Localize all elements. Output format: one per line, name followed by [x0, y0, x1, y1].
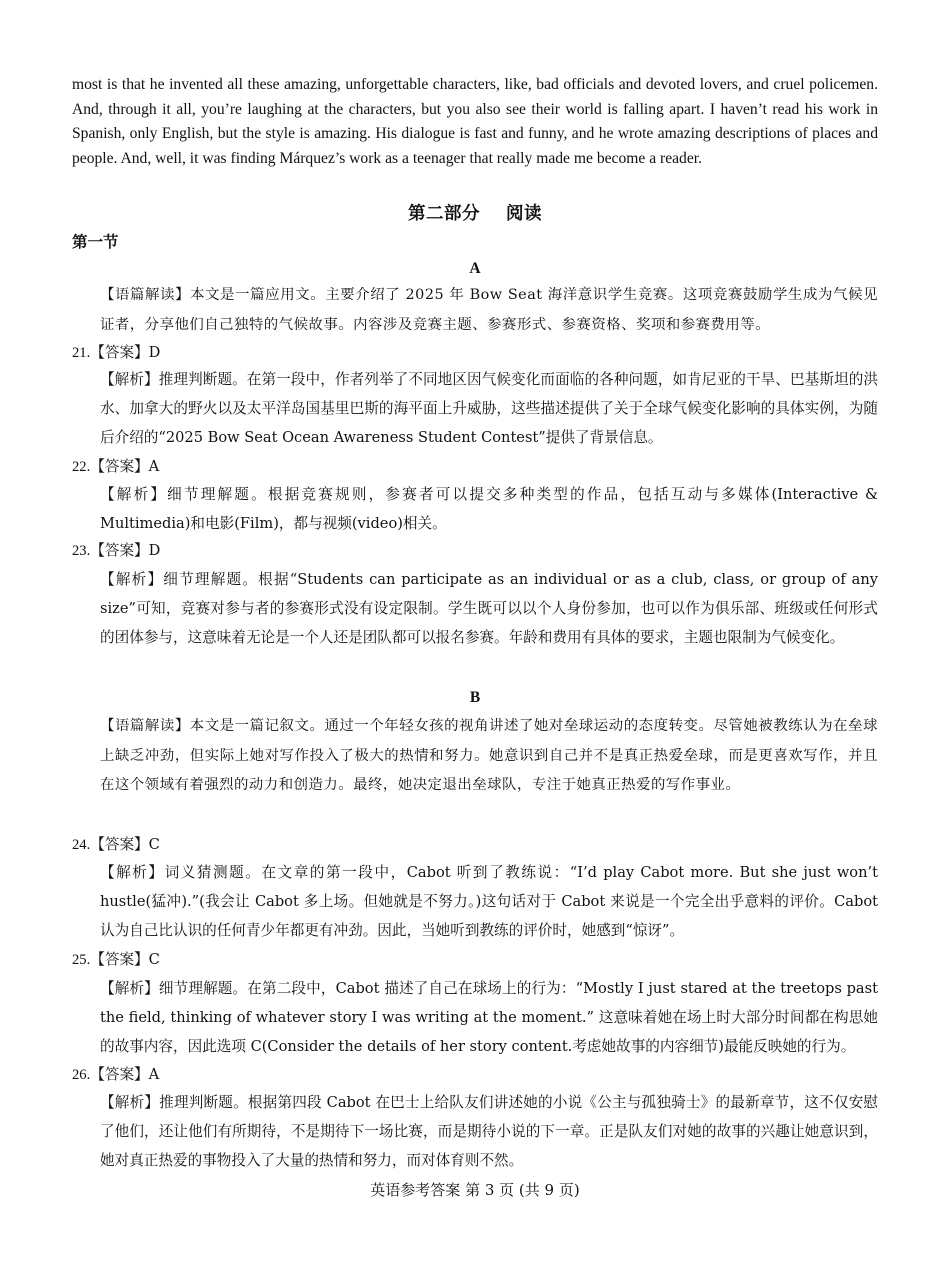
page-footer: 英语参考答案 第 3 页 (共 9 页) [370, 1181, 580, 1199]
question-21-answer [72, 341, 160, 365]
part-title [0, 200, 950, 225]
answer-text: 【答案】A [90, 1066, 160, 1083]
answer-text: 【答案】D [90, 542, 161, 559]
question-26-analysis: 【解析】推理判断题。根据第四段 Cabot 在巴士上给队友们讲述她的小说《公主与孤独骑士》的最新章节，这不仅安慰了他们，还让他们有所期待，不是期待下一场比赛，而是期待小说的下一章。正是队友们对她的故事的兴趣让她意识到，她对真正热爱的事物投入了大量的热情和努力，而对体育则不然。 [100, 1094, 878, 1169]
passage-b-summary: 【语篇解读】本文是一篇记叙文。通过一个年轻女孩的视角讲述了她对垒球运动的态度转变。尽管她被教练认为在垒球上缺乏冲劲，但实际上她对写作投入了极大的热情和努力。她意识到自己并不是真正热爱垒球，而是更喜欢写作，并且在这个领域有着强烈的动力和创造力。最终，她决定退出垒球队，专注于她真正热爱的写作事业。 [100, 718, 878, 793]
question-number: 25. [72, 952, 91, 968]
question-number: 22. [72, 459, 91, 475]
passage-a-summary: 【语篇解读】本文是一篇应用文。主要介绍了 2025 年 Bow Seat 海洋意识学生竞赛。这项竞赛鼓励学生成为气候见证者，分享他们自己独特的气候故事。内容涉及竞赛主题、参赛形式、参赛资格、奖项和参赛费用等。 [100, 287, 878, 333]
intro-paragraph: most is that he invented all these amazing, unforgettable characters, like, bad officials and devoted lovers, and cruel policemen. And, through it all, you’re laughing at the characters, but you also see their world is falling apart. I haven’t read his work in Spanish, only English, but the style is amazing. His dialogue is fast and funny, and he wrote amazing descriptions of places and people. And, well, it was finding Márquez’s work as a teenager that really made me become a reader. [72, 76, 878, 167]
answer-text: 【答案】A [90, 458, 160, 475]
answer-text: 【答案】C [90, 951, 160, 968]
question-25-analysis: 【解析】细节理解题。在第二段中，Cabot 描述了自己在球场上的行为：“Mostly I just stared at the treetops past the field, thinking of whatever story I was writing at the moment.” 这意味着她在场上时大部分时间都在构思她的故事内容，因此选项 C(Consider the details of her story content.考虑她故事的内容细节)最能反映她的行为。 [100, 980, 878, 1055]
question-23-answer [72, 539, 160, 563]
question-21-analysis: 【解析】推理判断题。在第一段中，作者列举了不同地区因气候变化而面临的各种问题，如肯尼亚的干旱、巴基斯坦的洪水、加拿大的野火以及太平洋岛国基里巴斯的海平面上升威胁，这些描述提供了关于全球气候变化影响的具体实例，为随后介绍的“2025 Bow Seat Ocean Awareness Student Contest”提供了背景信息。 [100, 371, 878, 446]
question-22-answer [72, 455, 159, 479]
part-label: 第二部分 [408, 204, 480, 224]
question-number: 23. [72, 543, 91, 559]
question-number: 26. [72, 1067, 91, 1083]
question-26-answer [72, 1063, 159, 1087]
question-25-answer [72, 948, 160, 972]
question-23-analysis: 【解析】细节理解题。根据“Students can participate as an individual or as a club, class, or group of any size”可知，竞赛对参与者的参赛形式没有设定限制。学生既可以以个人身份参加，也可以作为俱乐部、班级或任何形式的团体参与，这意味着无论是一个人还是团队都可以报名参赛。年龄和费用有具体的要求，主题也限制为气候变化。 [100, 571, 878, 646]
part-subtitle: 阅读 [506, 204, 542, 224]
section-title: 第一节 [72, 232, 119, 251]
question-24-answer [72, 833, 160, 857]
passage-a-heading: A [469, 260, 481, 277]
answer-text: 【答案】C [90, 836, 160, 853]
question-22-analysis: 【解析】细节理解题。根据竞赛规则，参赛者可以提交多种类型的作品，包括互动与多媒体(Interactive & Multimedia)和电影(Film)，都与视频(video)相关。 [100, 486, 878, 532]
question-number: 21. [72, 345, 91, 361]
answer-text: 【答案】D [90, 344, 161, 361]
question-number: 24. [72, 837, 91, 853]
passage-b-heading: B [469, 689, 481, 706]
question-24-analysis: 【解析】词义猜测题。在文章的第一段中，Cabot 听到了教练说：“I’d play Cabot more. But she just won’t hustle(猛冲).”(我会让 Cabot 多上场。但她就是不努力。)这句话对于 Cabot 来说是一个完全出乎意料的评价。Cabot 认为自己比认识的任何青少年都更有冲劲。因此，当她听到教练的评价时，她感到“惊讶”。 [100, 864, 878, 939]
